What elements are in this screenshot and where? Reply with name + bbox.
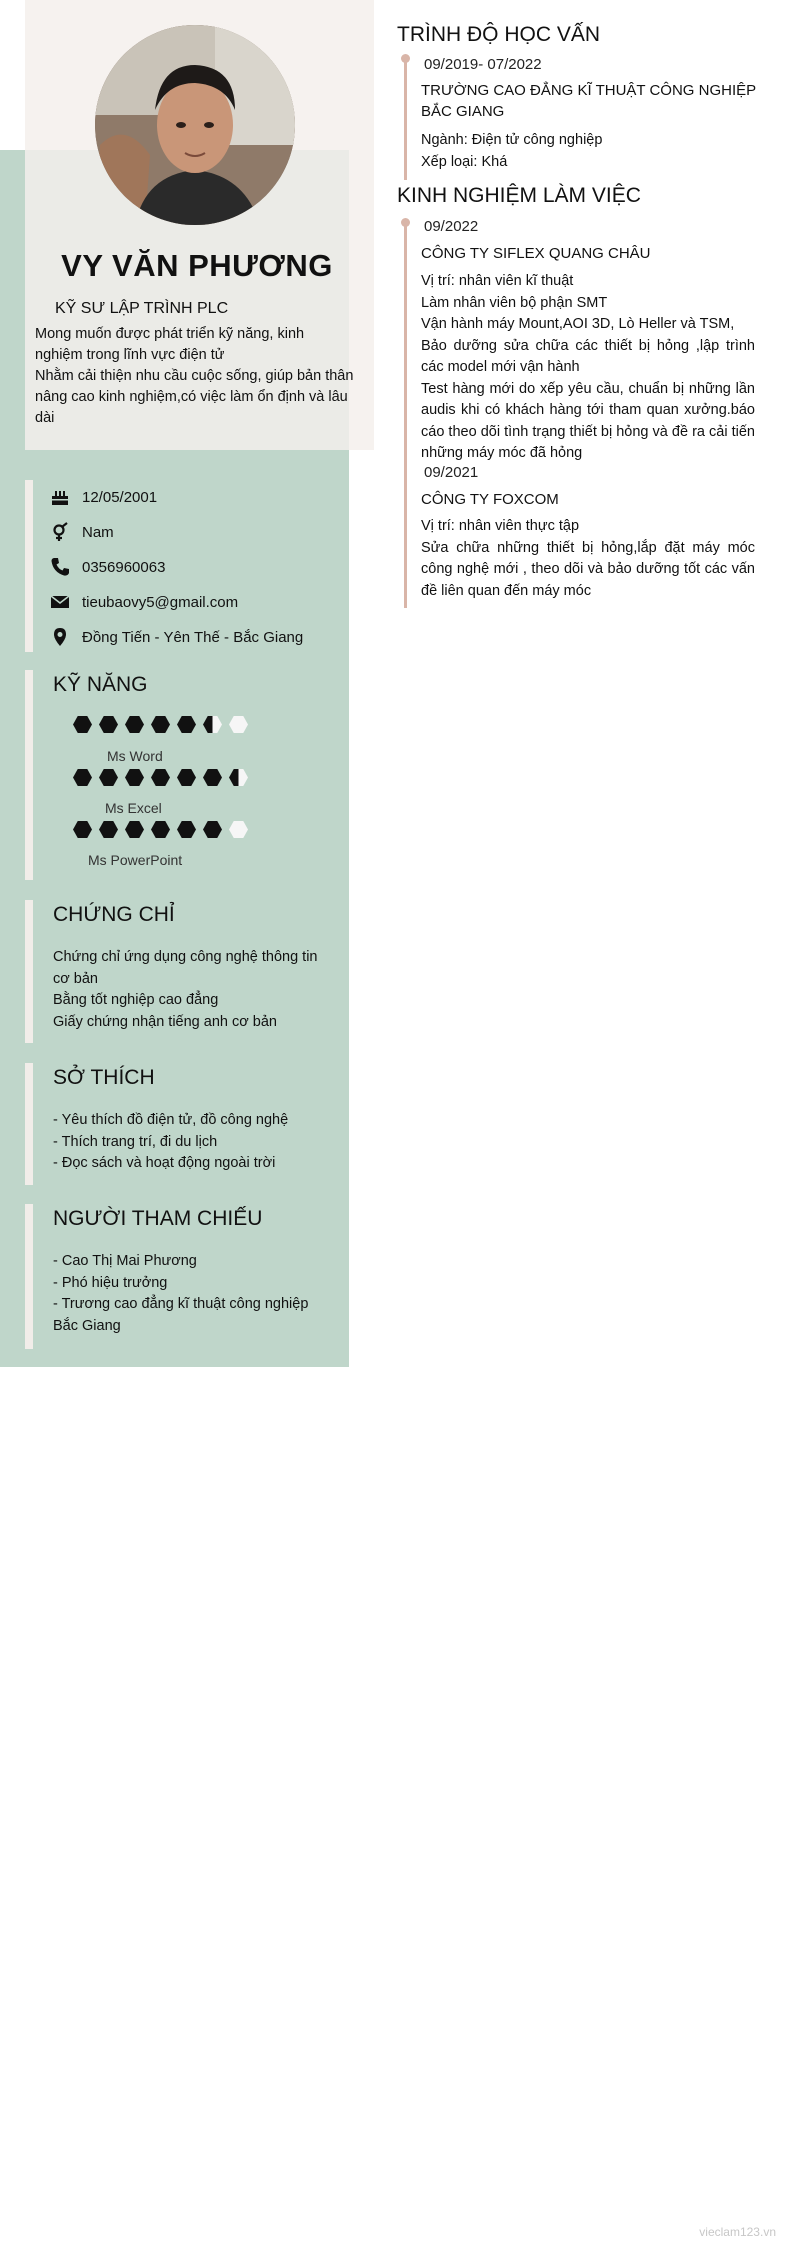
- rating-hexagon: [99, 821, 118, 838]
- job-company: CÔNG TY SIFLEX QUANG CHÂU: [421, 245, 651, 262]
- avatar-portrait: [95, 25, 295, 225]
- certificate-item: Bằng tốt nghiệp cao đẳng: [53, 992, 219, 1008]
- skills-heading: KỸ NĂNG: [53, 673, 148, 696]
- gender-icon: [50, 522, 70, 542]
- rating-hexagon: [99, 769, 118, 786]
- job-company: CÔNG TY FOXCOM: [421, 491, 559, 508]
- hobby-item: - Yêu thích đồ điện tử, đồ công nghệ: [53, 1112, 289, 1128]
- rating-hexagon: [125, 821, 144, 838]
- phone-value[interactable]: 0356960063: [82, 558, 166, 576]
- job-date: 09/2021: [424, 464, 479, 481]
- rating-hexagon: [229, 769, 248, 786]
- rating-hexagon: [229, 716, 248, 733]
- rating-hexagon: [125, 769, 144, 786]
- education-school: TRƯỜNG CAO ĐẲNG KĨ THUẬT CÔNG NGHIỆP BẮC GIANG: [421, 82, 756, 120]
- location-pin-icon: [50, 627, 70, 647]
- skills-section-bar: [25, 670, 33, 880]
- skill-name: Ms PowerPoint: [88, 852, 183, 868]
- timeline-dot: [401, 218, 410, 227]
- job-line: Vị trí: nhân viên thực tập: [421, 518, 580, 534]
- contact-section-bar: [25, 480, 33, 652]
- objective-line: Mong muốn được phát triển kỹ năng, kinh nghiệm trong lĩnh vực điện tử: [35, 326, 305, 363]
- objective-line: Nhằm cải thiện nhu cầu cuộc sống, giúp bản thân nâng cao kinh nghiệm,có việc làm ổn định và lâu dài: [35, 368, 354, 426]
- education-details: [421, 130, 755, 173]
- gender-value: Nam: [82, 523, 114, 541]
- rating-hexagon: [73, 821, 92, 838]
- hobby-item: - Đọc sách và hoạt động ngoài trời: [53, 1155, 276, 1171]
- skill-name: Ms Excel: [105, 800, 162, 816]
- email-value[interactable]: tieubaovy5@gmail.com: [82, 593, 239, 611]
- references-list: [53, 1251, 313, 1337]
- birthday-cake-icon: [50, 487, 70, 507]
- certificate-item: Chứng chỉ ứng dụng công nghệ thông tin cơ bản: [53, 949, 318, 987]
- rating-hexagon: [177, 716, 196, 733]
- contact-gender: [50, 522, 114, 542]
- hobbies-section-bar: [25, 1063, 33, 1185]
- rating-hexagon: [203, 716, 222, 733]
- rating-hexagon: [177, 769, 196, 786]
- education-heading: TRÌNH ĐỘ HỌC VẤN: [397, 23, 601, 46]
- certificates-section-bar: [25, 900, 33, 1043]
- dob-value: 12/05/2001: [82, 488, 158, 506]
- email-icon: [50, 592, 70, 612]
- skill-rating-powerpoint: [73, 821, 248, 838]
- candidate-name: VY VĂN PHƯƠNG: [61, 248, 333, 283]
- education-date: 09/2019- 07/2022: [424, 56, 542, 73]
- skill-rating-excel: [73, 769, 248, 786]
- education-grade: Xếp loại: Khá: [421, 153, 508, 170]
- job-date: 09/2022: [424, 218, 479, 235]
- rating-hexagon: [73, 769, 92, 786]
- hobbies-list: [53, 1110, 333, 1175]
- job-line: Làm nhân viên bộ phận SMT: [421, 294, 608, 311]
- job-line: Vận hành máy Mount,AOI 3D, Lò Heller và TSM,: [421, 316, 735, 332]
- rating-hexagon: [229, 821, 248, 838]
- skill-name: Ms Word: [107, 748, 163, 764]
- job-line: Vị trí: nhân viên kĩ thuật: [421, 273, 574, 289]
- rating-hexagon: [177, 821, 196, 838]
- contact-phone: [50, 557, 165, 577]
- reference-item: - Cao Thị Mai Phương: [53, 1253, 197, 1269]
- rating-hexagon: [125, 716, 144, 733]
- rating-hexagon: [99, 716, 118, 733]
- job-description: [421, 271, 755, 465]
- rating-hexagon: [151, 821, 170, 838]
- contact-address: [50, 627, 303, 647]
- hobbies-heading: SỞ THÍCH: [53, 1066, 155, 1089]
- experience-timeline: [404, 222, 407, 608]
- rating-hexagon: [73, 716, 92, 733]
- career-objective: [35, 324, 355, 429]
- rating-hexagon: [203, 769, 222, 786]
- rating-hexagon: [203, 821, 222, 838]
- references-heading: NGƯỜI THAM CHIẾU: [53, 1207, 263, 1230]
- reference-item: - Trương cao đẳng kĩ thuật công nghiệp Bắc Giang: [53, 1296, 309, 1334]
- avatar: [95, 25, 295, 225]
- phone-icon: [50, 557, 70, 577]
- skill-rating-word: [73, 716, 248, 733]
- certificates-heading: CHỨNG CHỈ: [53, 903, 175, 926]
- education-timeline: [404, 58, 407, 180]
- certificates-list: [53, 947, 333, 1033]
- job-title: KỸ SƯ LẬP TRÌNH PLC: [55, 300, 229, 317]
- reference-item: - Phó hiệu trưởng: [53, 1274, 168, 1291]
- education-major: Ngành: Điện tử công nghiệp: [421, 132, 603, 148]
- contact-dob: [50, 487, 157, 507]
- timeline-dot: [401, 54, 410, 63]
- references-section-bar: [25, 1204, 33, 1349]
- job-line: Bảo dưỡng sửa chữa các thiết bị hỏng ,lập trình các model mới vận hành: [421, 337, 755, 375]
- job-line: Test hàng mới do xếp yêu cầu, chuẩn bị những lần audis khi có khách hàng tới tham quan xưởng.báo cáo theo dõi tình trạng thiết bị hỏng và đề ra cải tiến những máy móc đã hỏng: [421, 380, 755, 461]
- rating-hexagon: [151, 769, 170, 786]
- hobby-item: - Thích trang trí, đi du lịch: [53, 1133, 218, 1150]
- experience-heading: KINH NGHIỆM LÀM VIỆC: [397, 184, 641, 207]
- certificate-item: Giấy chứng nhận tiếng anh cơ bản: [53, 1013, 277, 1030]
- watermark: vieclam123.vn: [699, 2225, 776, 2239]
- job-description: [421, 516, 755, 602]
- contact-email: [50, 592, 238, 612]
- address-value: Đồng Tiến - Yên Thế - Bắc Giang: [82, 628, 304, 646]
- rating-hexagon: [151, 716, 170, 733]
- job-line: Sửa chữa những thiết bị hỏng,lắp đặt máy móc công nghệ mới , theo dõi và bảo dưỡng tốt các vấn đề liên quan đến máy móc: [421, 539, 755, 599]
